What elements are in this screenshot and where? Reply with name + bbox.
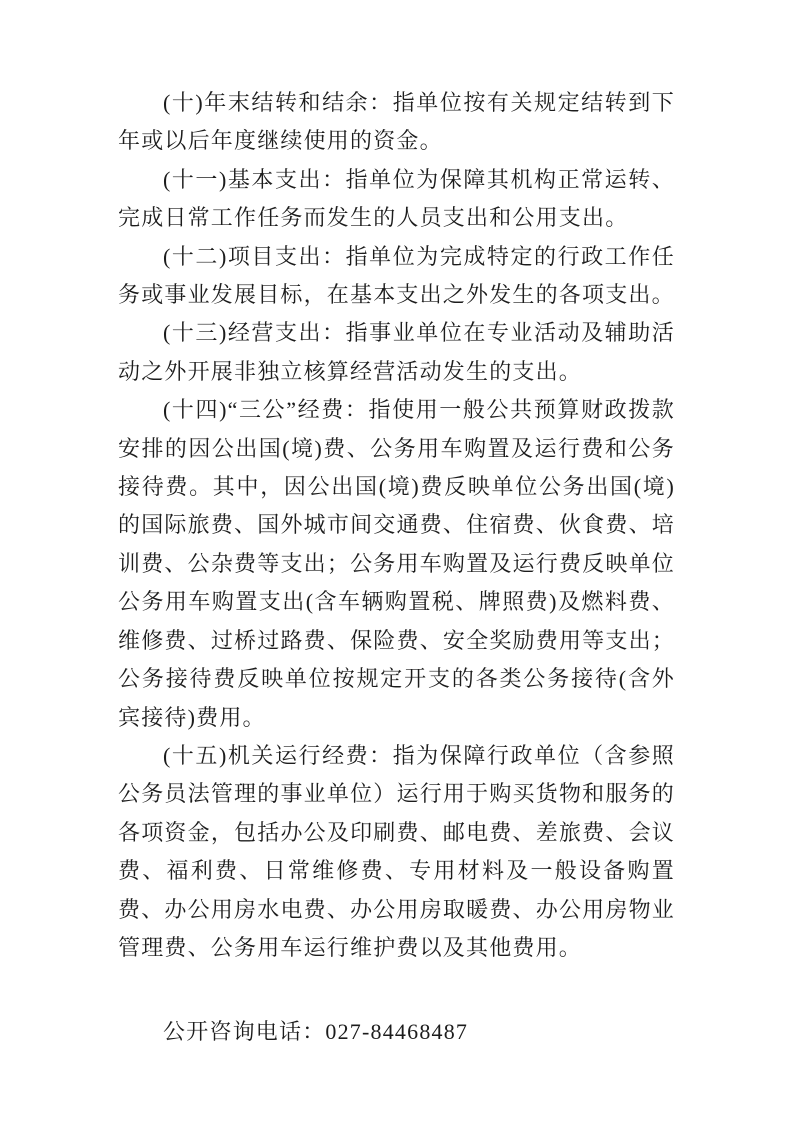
paragraph-term-13-operating-expenditure: (十三)经营支出：指事业单位在专业活动及辅助活动之外开展非独立核算经营活动发生的支出。 — [118, 320, 675, 384]
paragraph-term-10-year-end-carryover: (十)年末结转和结余：指单位按有关规定结转到下年或以后年度继续使用的资金。 — [118, 90, 675, 154]
paragraph-term-11-basic-expenditure: (十一)基本支出：指单位为保障其机构正常运转、完成日常工作任务而发生的人员支出和公用支出。 — [118, 166, 675, 231]
public-inquiry-phone-line: 公开咨询电话：027-84468487 — [163, 1019, 469, 1045]
paragraph-term-12-project-expenditure: (十二)项目支出：指单位为完成特定的行政工作任务或事业发展目标，在基本支出之外发生的各项支出。 — [118, 243, 675, 308]
paragraph-term-15-agency-operating-funds: (十五)机关运行经费：指为保障行政单位（含参照公务员法管理的事业单位）运行用于购买货物和服务的各项资金，包括办公及印刷费、邮电费、差旅费、会议费、福利费、日常维修费、专用材料及一般设备购置费、办公用房水电费、办公用房取暖费、办公用房物业管理费、公务用车运行维护费以及其他费用。 — [118, 742, 675, 960]
paragraph-term-14-three-public-funds: (十四)“三公”经费：指使用一般公共预算财政拨款安排的因公出国(境)费、公务用车购置及运行费和公务接待费。其中，因公出国(境)费反映单位公务出国(境)的国际旅费、国外城市间交通费、住宿费、伙食费、培训费、公杂费等支出；公务用车购置及运行费反映单位公务用车购置支出(含车辆购置税、牌照费)及燃料费、维修费、过桥过路费、保险费、安全奖励费用等支出；公务接待费反映单位按规定开支的各类公务接待(含外宾接待)费用。 — [118, 397, 675, 730]
